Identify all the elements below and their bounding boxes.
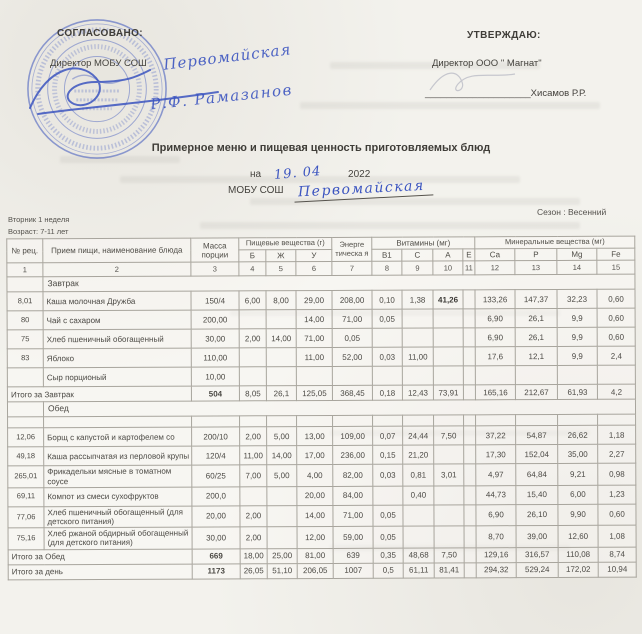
cell: 11,00 bbox=[296, 348, 332, 367]
agreed-role: Директор МОБУ СОШ bbox=[50, 58, 147, 69]
sub-col-header: Fe bbox=[597, 248, 635, 260]
cell: 5,00 bbox=[267, 427, 297, 446]
cell: 0,5 bbox=[373, 563, 403, 578]
cell: 21,20 bbox=[403, 445, 434, 464]
cell: 9,9 bbox=[557, 309, 597, 328]
cell: 54,87 bbox=[516, 426, 558, 445]
cell: 2,4 bbox=[597, 347, 635, 366]
cell: 368,45 bbox=[332, 386, 372, 401]
column-number: 4 bbox=[239, 262, 266, 276]
dish-name: Чай с сахаром bbox=[43, 310, 191, 330]
sub-col-header: Ж bbox=[266, 250, 296, 262]
cell: 147,37 bbox=[515, 290, 557, 309]
sub-col-header: А bbox=[433, 249, 463, 261]
cell bbox=[7, 277, 43, 292]
org-line bbox=[228, 177, 433, 201]
cell: 75,16 bbox=[8, 528, 44, 550]
cell: 71,00 bbox=[333, 505, 373, 527]
cell: 110,08 bbox=[558, 547, 598, 562]
cell bbox=[598, 415, 636, 426]
cell: 12,43 bbox=[402, 385, 433, 400]
cell: 14,00 bbox=[296, 310, 332, 329]
sub-col-header: С bbox=[402, 249, 433, 261]
cell bbox=[434, 445, 464, 464]
total-label: Итого за Обед bbox=[8, 549, 192, 565]
cell: 17,30 bbox=[476, 445, 516, 464]
sub-col-header: Са bbox=[475, 249, 515, 261]
cell bbox=[266, 348, 296, 367]
cell: 26,1 bbox=[515, 328, 557, 347]
sub-col-header: Е bbox=[463, 249, 475, 261]
handwritten-date: 19. 04 bbox=[273, 163, 322, 184]
cell: 9,9 bbox=[557, 328, 597, 347]
cell: 4,97 bbox=[476, 464, 516, 486]
cell: 0,60 bbox=[598, 504, 636, 526]
menu-table-body bbox=[7, 275, 636, 580]
cell bbox=[372, 329, 402, 348]
cell bbox=[239, 348, 266, 367]
cell: 59,00 bbox=[333, 526, 373, 548]
cell: 61,93 bbox=[557, 385, 597, 400]
cell: 9,90 bbox=[558, 504, 598, 526]
cell: 32,23 bbox=[557, 290, 597, 309]
cell: 152,04 bbox=[516, 445, 558, 464]
cell bbox=[464, 547, 476, 562]
cell: 12,06 bbox=[8, 428, 44, 447]
dish-name: Сыр порционый bbox=[43, 367, 191, 387]
table-row bbox=[8, 464, 636, 488]
cell: 12,1 bbox=[515, 347, 557, 366]
cell: 26,1 bbox=[266, 386, 296, 401]
cell bbox=[403, 505, 434, 527]
cell: 133,26 bbox=[475, 290, 515, 309]
cell: 109,00 bbox=[333, 427, 373, 446]
cell: 17,00 bbox=[297, 446, 333, 465]
signature-blank: ____________________ bbox=[425, 88, 531, 99]
cell: 0,18 bbox=[372, 386, 402, 401]
cell: 165,16 bbox=[475, 385, 515, 400]
cell: 9,9 bbox=[557, 347, 597, 366]
sub-col-header: Б bbox=[239, 250, 266, 262]
column-number: 8 bbox=[372, 262, 402, 276]
handwritten-school-name: Первомайская bbox=[294, 177, 434, 202]
cell: 0,98 bbox=[598, 464, 636, 486]
column-number: 13 bbox=[515, 261, 557, 275]
cell: 9,21 bbox=[558, 464, 598, 486]
age-label: Возраст: 7-11 лет bbox=[8, 227, 69, 236]
cell: 4,2 bbox=[597, 385, 635, 400]
group-header-nutrients: Пищевые вещества (г) bbox=[239, 237, 332, 250]
dish-name: Хлеб ржаной обдирный обогащенный (для детского питания) bbox=[44, 527, 192, 549]
cell: 8,01 bbox=[7, 292, 43, 311]
column-number: 2 bbox=[43, 262, 191, 277]
cell: 12,60 bbox=[558, 525, 598, 547]
cell: 30,00 bbox=[192, 527, 240, 549]
cell bbox=[402, 328, 433, 347]
col-header-mass: Масса порции bbox=[191, 238, 239, 263]
cell bbox=[463, 309, 475, 328]
cell: 669 bbox=[192, 548, 240, 563]
cell: 26,05 bbox=[240, 563, 267, 578]
cell bbox=[372, 367, 402, 386]
column-number: 7 bbox=[332, 262, 372, 276]
dish-name: Каша молочная Дружба bbox=[43, 291, 191, 311]
handwritten-signatory-name: Р.Ф. Рамазанов bbox=[149, 80, 294, 114]
cell: 2,00 bbox=[240, 505, 267, 526]
cell bbox=[463, 366, 475, 385]
column-number: 1 bbox=[7, 263, 43, 277]
cell bbox=[240, 486, 267, 505]
column-number: 6 bbox=[296, 262, 332, 276]
cell: 24,44 bbox=[403, 426, 434, 445]
cell: 6,90 bbox=[475, 309, 515, 328]
cell: 13,00 bbox=[297, 427, 333, 446]
cell bbox=[7, 402, 43, 417]
cell: 14,00 bbox=[267, 446, 297, 465]
cell: 212,67 bbox=[515, 385, 557, 400]
cell: 61,11 bbox=[403, 563, 434, 578]
cell: 0,10 bbox=[372, 291, 402, 310]
org-prefix: МОБУ СОШ bbox=[228, 185, 284, 196]
cell bbox=[433, 366, 463, 385]
column-number: 5 bbox=[266, 262, 296, 276]
cell: 80 bbox=[7, 311, 43, 330]
col-header-rec: № рец. bbox=[7, 239, 43, 264]
cell: 82,00 bbox=[333, 465, 373, 487]
col-header-meal: Прием пищи, наименование блюда bbox=[43, 238, 191, 263]
cell: 25,00 bbox=[267, 548, 297, 563]
column-number: 14 bbox=[557, 261, 597, 275]
cell bbox=[597, 366, 635, 385]
col-header-energy: Энерге тическа я bbox=[332, 237, 372, 262]
cell bbox=[464, 415, 476, 426]
dish-name: Каша рассыпчатая из перловой крупы bbox=[44, 446, 192, 466]
handwritten-school-name-top: Первомайская bbox=[162, 40, 293, 74]
cell bbox=[464, 505, 476, 526]
cell: 69,11 bbox=[8, 487, 44, 506]
cell bbox=[8, 417, 44, 428]
cell: 37,22 bbox=[476, 426, 516, 445]
cell: 0,05 bbox=[373, 505, 403, 527]
date-prefix: на bbox=[250, 169, 262, 180]
cell: 6,90 bbox=[476, 504, 516, 526]
cell bbox=[464, 486, 476, 505]
cell: 316,57 bbox=[516, 547, 558, 562]
cell: 81,00 bbox=[297, 548, 333, 563]
dish-name: Компот из смеси сухофруктов bbox=[44, 487, 192, 507]
cell: 0,05 bbox=[332, 329, 372, 348]
cell: 0,03 bbox=[373, 465, 403, 487]
cell: 7,50 bbox=[434, 547, 464, 562]
cell: 2,00 bbox=[240, 527, 267, 548]
cell bbox=[7, 368, 43, 387]
cell bbox=[239, 310, 266, 329]
cell: 294,32 bbox=[476, 562, 516, 577]
cell: 71,00 bbox=[296, 329, 332, 348]
cell: 8,05 bbox=[239, 386, 266, 401]
dish-name: Борщ с капустой и картофелем со bbox=[44, 427, 192, 447]
cell: 208,00 bbox=[332, 291, 372, 310]
column-number: 3 bbox=[191, 262, 239, 276]
cell: 110,00 bbox=[191, 348, 239, 367]
cell: 0,35 bbox=[373, 548, 403, 563]
cell: 48,68 bbox=[403, 548, 434, 563]
cell: 39,00 bbox=[516, 526, 558, 548]
cell bbox=[433, 328, 463, 347]
cell bbox=[464, 562, 476, 577]
cell: 26,1 bbox=[515, 309, 557, 328]
date-line bbox=[250, 163, 371, 184]
cell: 26,62 bbox=[558, 426, 598, 445]
sub-col-header: У bbox=[296, 250, 332, 262]
cell bbox=[266, 310, 296, 329]
group-header-minerals: Минеральные вещества (мг) bbox=[475, 236, 635, 249]
cell: 84,00 bbox=[333, 486, 373, 505]
cell bbox=[434, 486, 464, 505]
cell bbox=[463, 385, 475, 400]
cell: 26,10 bbox=[516, 504, 558, 526]
cell: 10,00 bbox=[191, 367, 239, 386]
dish-name: Хлеб пшеничный обогащенный (для детского питания) bbox=[44, 506, 192, 528]
cell bbox=[434, 526, 464, 548]
approved-label: УТВЕРЖДАЮ: bbox=[467, 30, 541, 41]
cell bbox=[373, 416, 403, 427]
section-label: Завтрак bbox=[43, 275, 635, 293]
cell: 1,08 bbox=[598, 525, 636, 547]
cell bbox=[267, 416, 297, 427]
cell: 83 bbox=[7, 349, 43, 368]
cell: 49,18 bbox=[8, 447, 44, 466]
cell: 17,6 bbox=[475, 347, 515, 366]
cell: 52,00 bbox=[332, 348, 372, 367]
column-number: 9 bbox=[402, 261, 433, 275]
cell: 29,00 bbox=[296, 291, 332, 310]
cell bbox=[192, 416, 240, 427]
cell: 639 bbox=[333, 548, 373, 563]
cell: 200,00 bbox=[191, 310, 239, 329]
cell: 200,0 bbox=[192, 487, 240, 506]
cell: 7,50 bbox=[434, 426, 464, 445]
cell: 1,18 bbox=[598, 426, 636, 445]
cell: 8,74 bbox=[598, 547, 636, 562]
cell: 10,94 bbox=[598, 562, 636, 577]
cell bbox=[464, 464, 476, 485]
cell: 265,01 bbox=[8, 466, 44, 488]
cell: 14,00 bbox=[297, 505, 333, 527]
cell: 2,00 bbox=[239, 329, 266, 348]
dish-name: Яблоко bbox=[43, 348, 191, 368]
total-label: Итого за день bbox=[8, 564, 192, 580]
cell: 1,38 bbox=[402, 290, 433, 309]
cell bbox=[463, 328, 475, 347]
dish-name: Фрикадельки мясные в томатном соусе bbox=[44, 465, 192, 487]
cell bbox=[433, 347, 463, 366]
cell: 7,00 bbox=[240, 465, 267, 486]
cell: 0,05 bbox=[373, 526, 403, 548]
cell: 20,00 bbox=[192, 506, 240, 528]
cell: 44,73 bbox=[476, 485, 516, 504]
approved-role: Директор ООО " Магнат" bbox=[432, 58, 542, 69]
cell: 150/4 bbox=[191, 291, 239, 310]
cell: 75 bbox=[7, 330, 43, 349]
cell: 236,00 bbox=[333, 446, 373, 465]
bleed-through-artifact bbox=[300, 102, 600, 109]
column-number: 11 bbox=[463, 261, 475, 275]
total-label: Итого за Завтрак bbox=[7, 386, 191, 402]
cell: 206,05 bbox=[297, 563, 333, 578]
cell: 1007 bbox=[333, 563, 373, 578]
cell bbox=[333, 416, 373, 427]
cell: 1,23 bbox=[598, 485, 636, 504]
cell: 0,15 bbox=[373, 446, 403, 465]
cell bbox=[464, 526, 476, 547]
sub-col-header: Mg bbox=[557, 248, 597, 260]
agreed-label: СОГЛАСОВАНО: bbox=[57, 28, 143, 39]
cell bbox=[403, 415, 434, 426]
cell: 120/4 bbox=[192, 446, 240, 465]
cell: 41,26 bbox=[433, 290, 463, 309]
column-number: 10 bbox=[433, 261, 463, 275]
cell: 64,84 bbox=[516, 464, 558, 486]
group-header-vitamins: Витамины (мг) bbox=[372, 237, 475, 250]
cell: 81,41 bbox=[434, 562, 464, 577]
menu-table-container bbox=[6, 236, 637, 580]
cell: 6,00 bbox=[239, 291, 266, 310]
cell bbox=[475, 366, 515, 385]
cell bbox=[476, 415, 516, 426]
cell: 0,81 bbox=[403, 464, 434, 486]
cell: 2,27 bbox=[598, 445, 636, 464]
cell bbox=[464, 445, 476, 464]
cell: 3,01 bbox=[434, 464, 464, 486]
cell: 15,40 bbox=[516, 485, 558, 504]
cell: 35,00 bbox=[558, 445, 598, 464]
cell: 51,10 bbox=[267, 563, 297, 578]
table-row bbox=[8, 504, 636, 528]
cell: 14,00 bbox=[266, 329, 296, 348]
cell bbox=[373, 486, 403, 505]
cell bbox=[515, 366, 557, 385]
date-year: 2022 bbox=[348, 169, 371, 180]
cell bbox=[239, 367, 266, 386]
cell: 0,03 bbox=[372, 348, 402, 367]
cell: 5,00 bbox=[267, 465, 297, 487]
cell bbox=[266, 367, 296, 386]
total-row bbox=[8, 562, 636, 580]
cell: 77,06 bbox=[8, 506, 44, 528]
cell bbox=[267, 486, 297, 505]
cell: 73,91 bbox=[433, 385, 463, 400]
cell bbox=[516, 415, 558, 426]
cell: 504 bbox=[191, 386, 239, 401]
cell: 529,24 bbox=[516, 562, 558, 577]
cell bbox=[463, 347, 475, 366]
cell: 0,60 bbox=[597, 328, 635, 347]
cell bbox=[433, 309, 463, 328]
cell: 20,00 bbox=[297, 486, 333, 505]
cell: 0,05 bbox=[372, 310, 402, 329]
cell bbox=[434, 505, 464, 527]
cell bbox=[463, 290, 475, 309]
cell: 2,00 bbox=[240, 427, 267, 446]
cell bbox=[296, 367, 332, 386]
cell: 129,16 bbox=[476, 547, 516, 562]
sub-col-header: В1 bbox=[372, 249, 402, 261]
cell: 200/10 bbox=[192, 427, 240, 446]
cell bbox=[297, 416, 333, 427]
section-label: Обед bbox=[43, 400, 635, 418]
dish-name: Хлеб пшеничный обогащенный bbox=[43, 329, 191, 349]
cell: 18,00 bbox=[240, 548, 267, 563]
cell: 71,00 bbox=[332, 310, 372, 329]
cell: 1173 bbox=[192, 563, 240, 578]
cell bbox=[267, 505, 297, 527]
cell: 8,70 bbox=[476, 526, 516, 548]
approved-signatory: Хисамов Р.Р. bbox=[530, 88, 587, 99]
cell bbox=[267, 527, 297, 549]
cell: 0,60 bbox=[597, 290, 635, 309]
cell bbox=[558, 415, 598, 426]
cell: 30,00 bbox=[191, 329, 239, 348]
bleed-through-artifact bbox=[200, 222, 580, 229]
weekday-label: Вторник 1 неделя bbox=[8, 215, 70, 224]
cell: 60/25 bbox=[192, 465, 240, 487]
cell: 11,00 bbox=[240, 446, 267, 465]
season-label: Сезон : Весенний bbox=[537, 207, 607, 217]
cell: 11,00 bbox=[402, 347, 433, 366]
cell: 8,00 bbox=[266, 291, 296, 310]
column-number: 15 bbox=[597, 261, 635, 275]
cell bbox=[240, 416, 267, 427]
cell: 6,00 bbox=[558, 485, 598, 504]
cell: 0,07 bbox=[373, 427, 403, 446]
sub-col-header: Р bbox=[515, 249, 557, 261]
cell bbox=[434, 415, 464, 426]
cell: 12,00 bbox=[297, 527, 333, 549]
cell: 4,00 bbox=[297, 465, 333, 487]
cell bbox=[402, 309, 433, 328]
cell bbox=[557, 366, 597, 385]
column-number: 12 bbox=[475, 261, 515, 275]
cell bbox=[403, 526, 434, 548]
cell: 172,02 bbox=[558, 562, 598, 577]
cell bbox=[332, 367, 372, 386]
menu-table bbox=[6, 236, 637, 580]
cell bbox=[402, 366, 433, 385]
cell: 125,05 bbox=[296, 386, 332, 401]
table-row bbox=[8, 525, 636, 549]
cell bbox=[44, 416, 192, 428]
cell: 0,60 bbox=[597, 309, 635, 328]
cell bbox=[464, 426, 476, 445]
cell: 6,90 bbox=[475, 328, 515, 347]
document-title: Примерное меню и пищевая ценность приготовляемых блюд bbox=[151, 142, 491, 154]
cell: 0,40 bbox=[403, 486, 434, 505]
approved-signature-line bbox=[425, 88, 586, 99]
